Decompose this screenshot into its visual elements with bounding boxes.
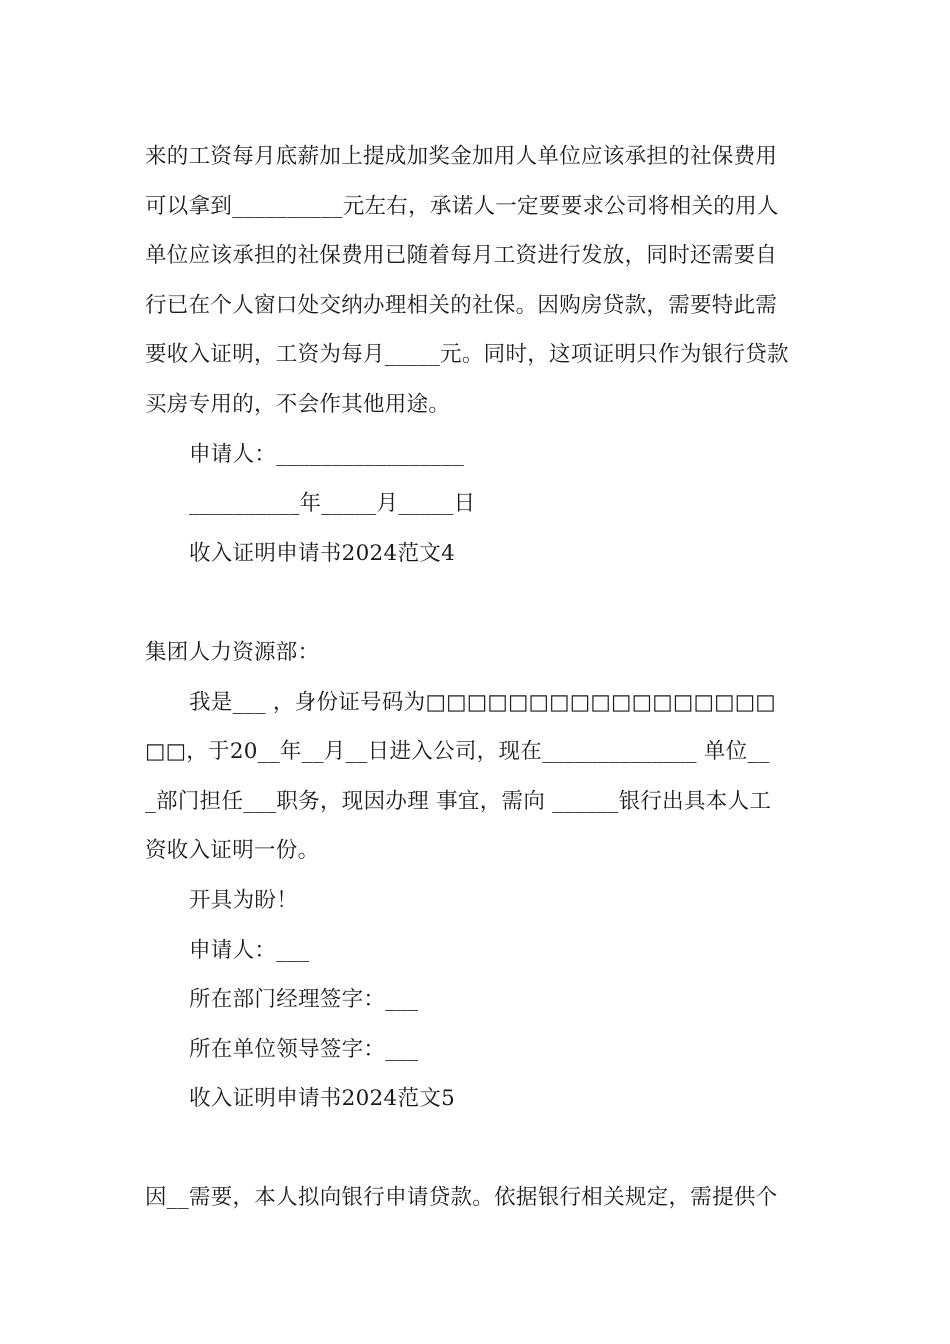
section-heading-4: 收入证明申请书2024范文4: [189, 540, 456, 566]
unit-leader-signature-line: 所在单位领导签字：___: [189, 1036, 419, 1062]
salutation: 集团人力资源部：: [145, 639, 320, 665]
paragraph-application-body: [145, 678, 807, 876]
date-line: __________年_____月_____日: [189, 491, 476, 517]
text-line: 我是___ ，身份证号码为□□□□□□□□□□□□□□□□□: [189, 689, 776, 715]
text-line: 因__需要，本人拟向银行申请贷款。依据银行相关规定，需提供个: [145, 1185, 778, 1211]
blank-spacer: [145, 1124, 807, 1174]
text-line: _部门担任___职务，现因办理 事宜，需向 ______银行出具本人工: [145, 788, 772, 814]
dept-manager-signature-line: 所在部门经理签字：___: [189, 987, 419, 1013]
closing-remark: 开具为盼！: [189, 887, 299, 913]
text-line: 单位应该承担的社保费用已随着每月工资进行发放，同时还需要自: [145, 243, 778, 269]
blank-spacer: [145, 578, 807, 628]
applicant-signature-line: 申请人：_________________: [189, 441, 465, 467]
text-line: 资收入证明一份。: [145, 838, 320, 864]
paragraph-income-promise: [145, 132, 807, 430]
text-line: 行已在个人窗口处交纳办理相关的社保。因购房贷款，需要特此需: [145, 292, 778, 318]
text-line: 买房专用的，不会作其他用途。: [145, 391, 451, 417]
text-line: □□，于20__年__月__日进入公司，现在______________ 单位__: [145, 739, 770, 765]
document-page: [145, 132, 807, 1223]
text-line: 来的工资每月底薪加上提成加奖金加用人单位应该承担的社保费用: [145, 144, 778, 169]
section-heading-5: 收入证明申请书2024范文5: [189, 1086, 456, 1112]
text-line: 可以拿到__________元左右，承诺人一定要要求公司将相关的用人: [145, 193, 779, 219]
applicant-signature-line: 申请人：___: [189, 937, 310, 963]
text-line: 要收入证明，工资为每月_____元。同时，这项证明只作为银行贷款: [145, 342, 789, 368]
